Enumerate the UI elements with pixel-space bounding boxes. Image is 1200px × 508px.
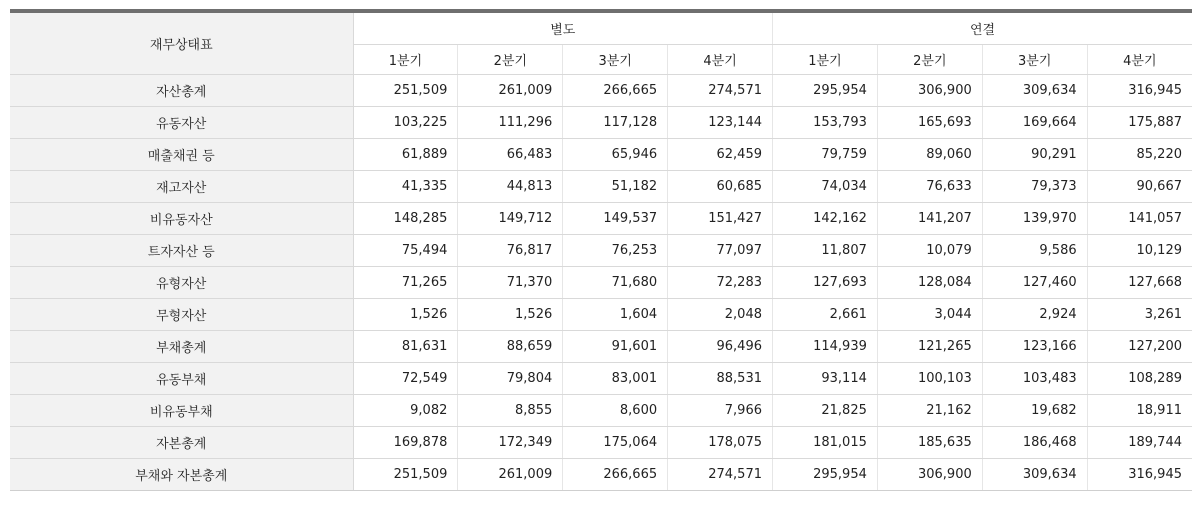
table-cell: 306,900 [877,459,982,491]
table-cell: 96,496 [668,331,773,363]
table-row [10,235,1192,267]
table-cell: 127,460 [982,267,1087,299]
table-cell: 189,744 [1087,427,1192,459]
table-cell: 65,946 [563,139,668,171]
table-header [10,11,1192,75]
table-cell: 306,900 [877,75,982,107]
table-cell: 108,289 [1087,363,1192,395]
table-cell: 3,261 [1087,299,1192,331]
quarter-header: 3분기 [982,45,1087,75]
table-row [10,331,1192,363]
table-cell: 261,009 [458,459,563,491]
quarter-header: 3분기 [563,45,668,75]
table-cell: 90,667 [1087,171,1192,203]
table-cell: 83,001 [563,363,668,395]
table-cell: 76,633 [877,171,982,203]
table-cell: 127,668 [1087,267,1192,299]
table-cell: 89,060 [877,139,982,171]
table-cell: 18,911 [1087,395,1192,427]
table-row [10,459,1192,491]
table-cell: 261,009 [458,75,563,107]
table-cell: 2,924 [982,299,1087,331]
table-cell: 175,887 [1087,107,1192,139]
table-cell: 75,494 [353,235,458,267]
table-cell: 79,759 [773,139,878,171]
table-cell: 10,079 [877,235,982,267]
table-cell: 111,296 [458,107,563,139]
header-row-groups [10,11,1192,45]
table-cell: 172,349 [458,427,563,459]
quarter-header: 4분기 [1087,45,1192,75]
table-cell: 103,483 [982,363,1087,395]
table-cell: 1,526 [353,299,458,331]
table-cell: 76,253 [563,235,668,267]
table-cell: 295,954 [773,75,878,107]
table-cell: 11,807 [773,235,878,267]
table-cell: 88,531 [668,363,773,395]
row-label: 부채총계 [10,331,353,363]
row-label: 무형자산 [10,299,353,331]
quarter-header: 2분기 [877,45,982,75]
table-cell: 44,813 [458,171,563,203]
quarter-header: 4분기 [668,45,773,75]
table-cell: 9,082 [353,395,458,427]
table-row [10,203,1192,235]
table-row [10,139,1192,171]
table-cell: 1,526 [458,299,563,331]
quarter-header: 2분기 [458,45,563,75]
table-cell: 72,283 [668,267,773,299]
table-cell: 274,571 [668,459,773,491]
group-header-separate: 별도 [353,11,773,45]
table-cell: 123,144 [668,107,773,139]
row-label: 자산총계 [10,75,353,107]
table-cell: 100,103 [877,363,982,395]
table-cell: 66,483 [458,139,563,171]
table-cell: 149,537 [563,203,668,235]
table-cell: 153,793 [773,107,878,139]
table-cell: 21,825 [773,395,878,427]
row-label: 자본총계 [10,427,353,459]
table-cell: 316,945 [1087,75,1192,107]
table-cell: 60,685 [668,171,773,203]
table-cell: 117,128 [563,107,668,139]
quarter-header: 1분기 [353,45,458,75]
table-cell: 316,945 [1087,459,1192,491]
table-cell: 186,468 [982,427,1087,459]
table-row [10,267,1192,299]
row-label: 매출채권 등 [10,139,353,171]
table-cell: 309,634 [982,459,1087,491]
table-cell: 1,604 [563,299,668,331]
table-cell: 90,291 [982,139,1087,171]
table-cell: 74,034 [773,171,878,203]
table-cell: 2,661 [773,299,878,331]
table-cell: 88,659 [458,331,563,363]
table-cell: 175,064 [563,427,668,459]
table-cell: 72,549 [353,363,458,395]
quarter-header: 1분기 [773,45,878,75]
table-cell: 81,631 [353,331,458,363]
table-row [10,427,1192,459]
table-row [10,363,1192,395]
table-cell: 266,665 [563,459,668,491]
table-cell: 165,693 [877,107,982,139]
table-cell: 61,889 [353,139,458,171]
row-header-title: 재무상태표 [10,11,353,75]
table-cell: 185,635 [877,427,982,459]
table-cell: 76,817 [458,235,563,267]
table-cell: 8,855 [458,395,563,427]
table-cell: 142,162 [773,203,878,235]
table-cell: 127,200 [1087,331,1192,363]
table-cell: 103,225 [353,107,458,139]
table-cell: 309,634 [982,75,1087,107]
table-cell: 178,075 [668,427,773,459]
table-cell: 169,664 [982,107,1087,139]
table-cell: 71,265 [353,267,458,299]
table-cell: 123,166 [982,331,1087,363]
row-label: 비유동자산 [10,203,353,235]
table-row [10,299,1192,331]
table-cell: 7,966 [668,395,773,427]
row-label: 유형자산 [10,267,353,299]
table-cell: 151,427 [668,203,773,235]
row-label: 유동부채 [10,363,353,395]
table-row [10,107,1192,139]
table-cell: 62,459 [668,139,773,171]
table-cell: 85,220 [1087,139,1192,171]
table-cell: 266,665 [563,75,668,107]
table-cell: 9,586 [982,235,1087,267]
table-cell: 121,265 [877,331,982,363]
table-cell: 93,114 [773,363,878,395]
table-cell: 181,015 [773,427,878,459]
table-row [10,395,1192,427]
table-cell: 141,207 [877,203,982,235]
table-cell: 148,285 [353,203,458,235]
table-cell: 71,370 [458,267,563,299]
table-cell: 10,129 [1087,235,1192,267]
table-cell: 2,048 [668,299,773,331]
table-cell: 295,954 [773,459,878,491]
table-cell: 127,693 [773,267,878,299]
balance-sheet-container [10,9,1192,491]
row-label: 트자자산 등 [10,235,353,267]
table-cell: 3,044 [877,299,982,331]
table-cell: 139,970 [982,203,1087,235]
table-cell: 251,509 [353,459,458,491]
table-cell: 8,600 [563,395,668,427]
balance-sheet-table [10,9,1192,491]
table-cell: 79,804 [458,363,563,395]
table-cell: 114,939 [773,331,878,363]
table-body [10,75,1192,491]
row-label: 부채와 자본총계 [10,459,353,491]
table-cell: 71,680 [563,267,668,299]
row-label: 재고자산 [10,171,353,203]
table-cell: 149,712 [458,203,563,235]
table-cell: 91,601 [563,331,668,363]
table-cell: 274,571 [668,75,773,107]
table-cell: 21,162 [877,395,982,427]
table-cell: 128,084 [877,267,982,299]
table-cell: 19,682 [982,395,1087,427]
table-row [10,75,1192,107]
group-header-consolidated: 연결 [773,11,1193,45]
table-cell: 169,878 [353,427,458,459]
table-cell: 251,509 [353,75,458,107]
row-label: 비유동부채 [10,395,353,427]
table-cell: 51,182 [563,171,668,203]
table-row [10,171,1192,203]
table-cell: 41,335 [353,171,458,203]
table-cell: 79,373 [982,171,1087,203]
row-label: 유동자산 [10,107,353,139]
table-cell: 77,097 [668,235,773,267]
table-cell: 141,057 [1087,203,1192,235]
